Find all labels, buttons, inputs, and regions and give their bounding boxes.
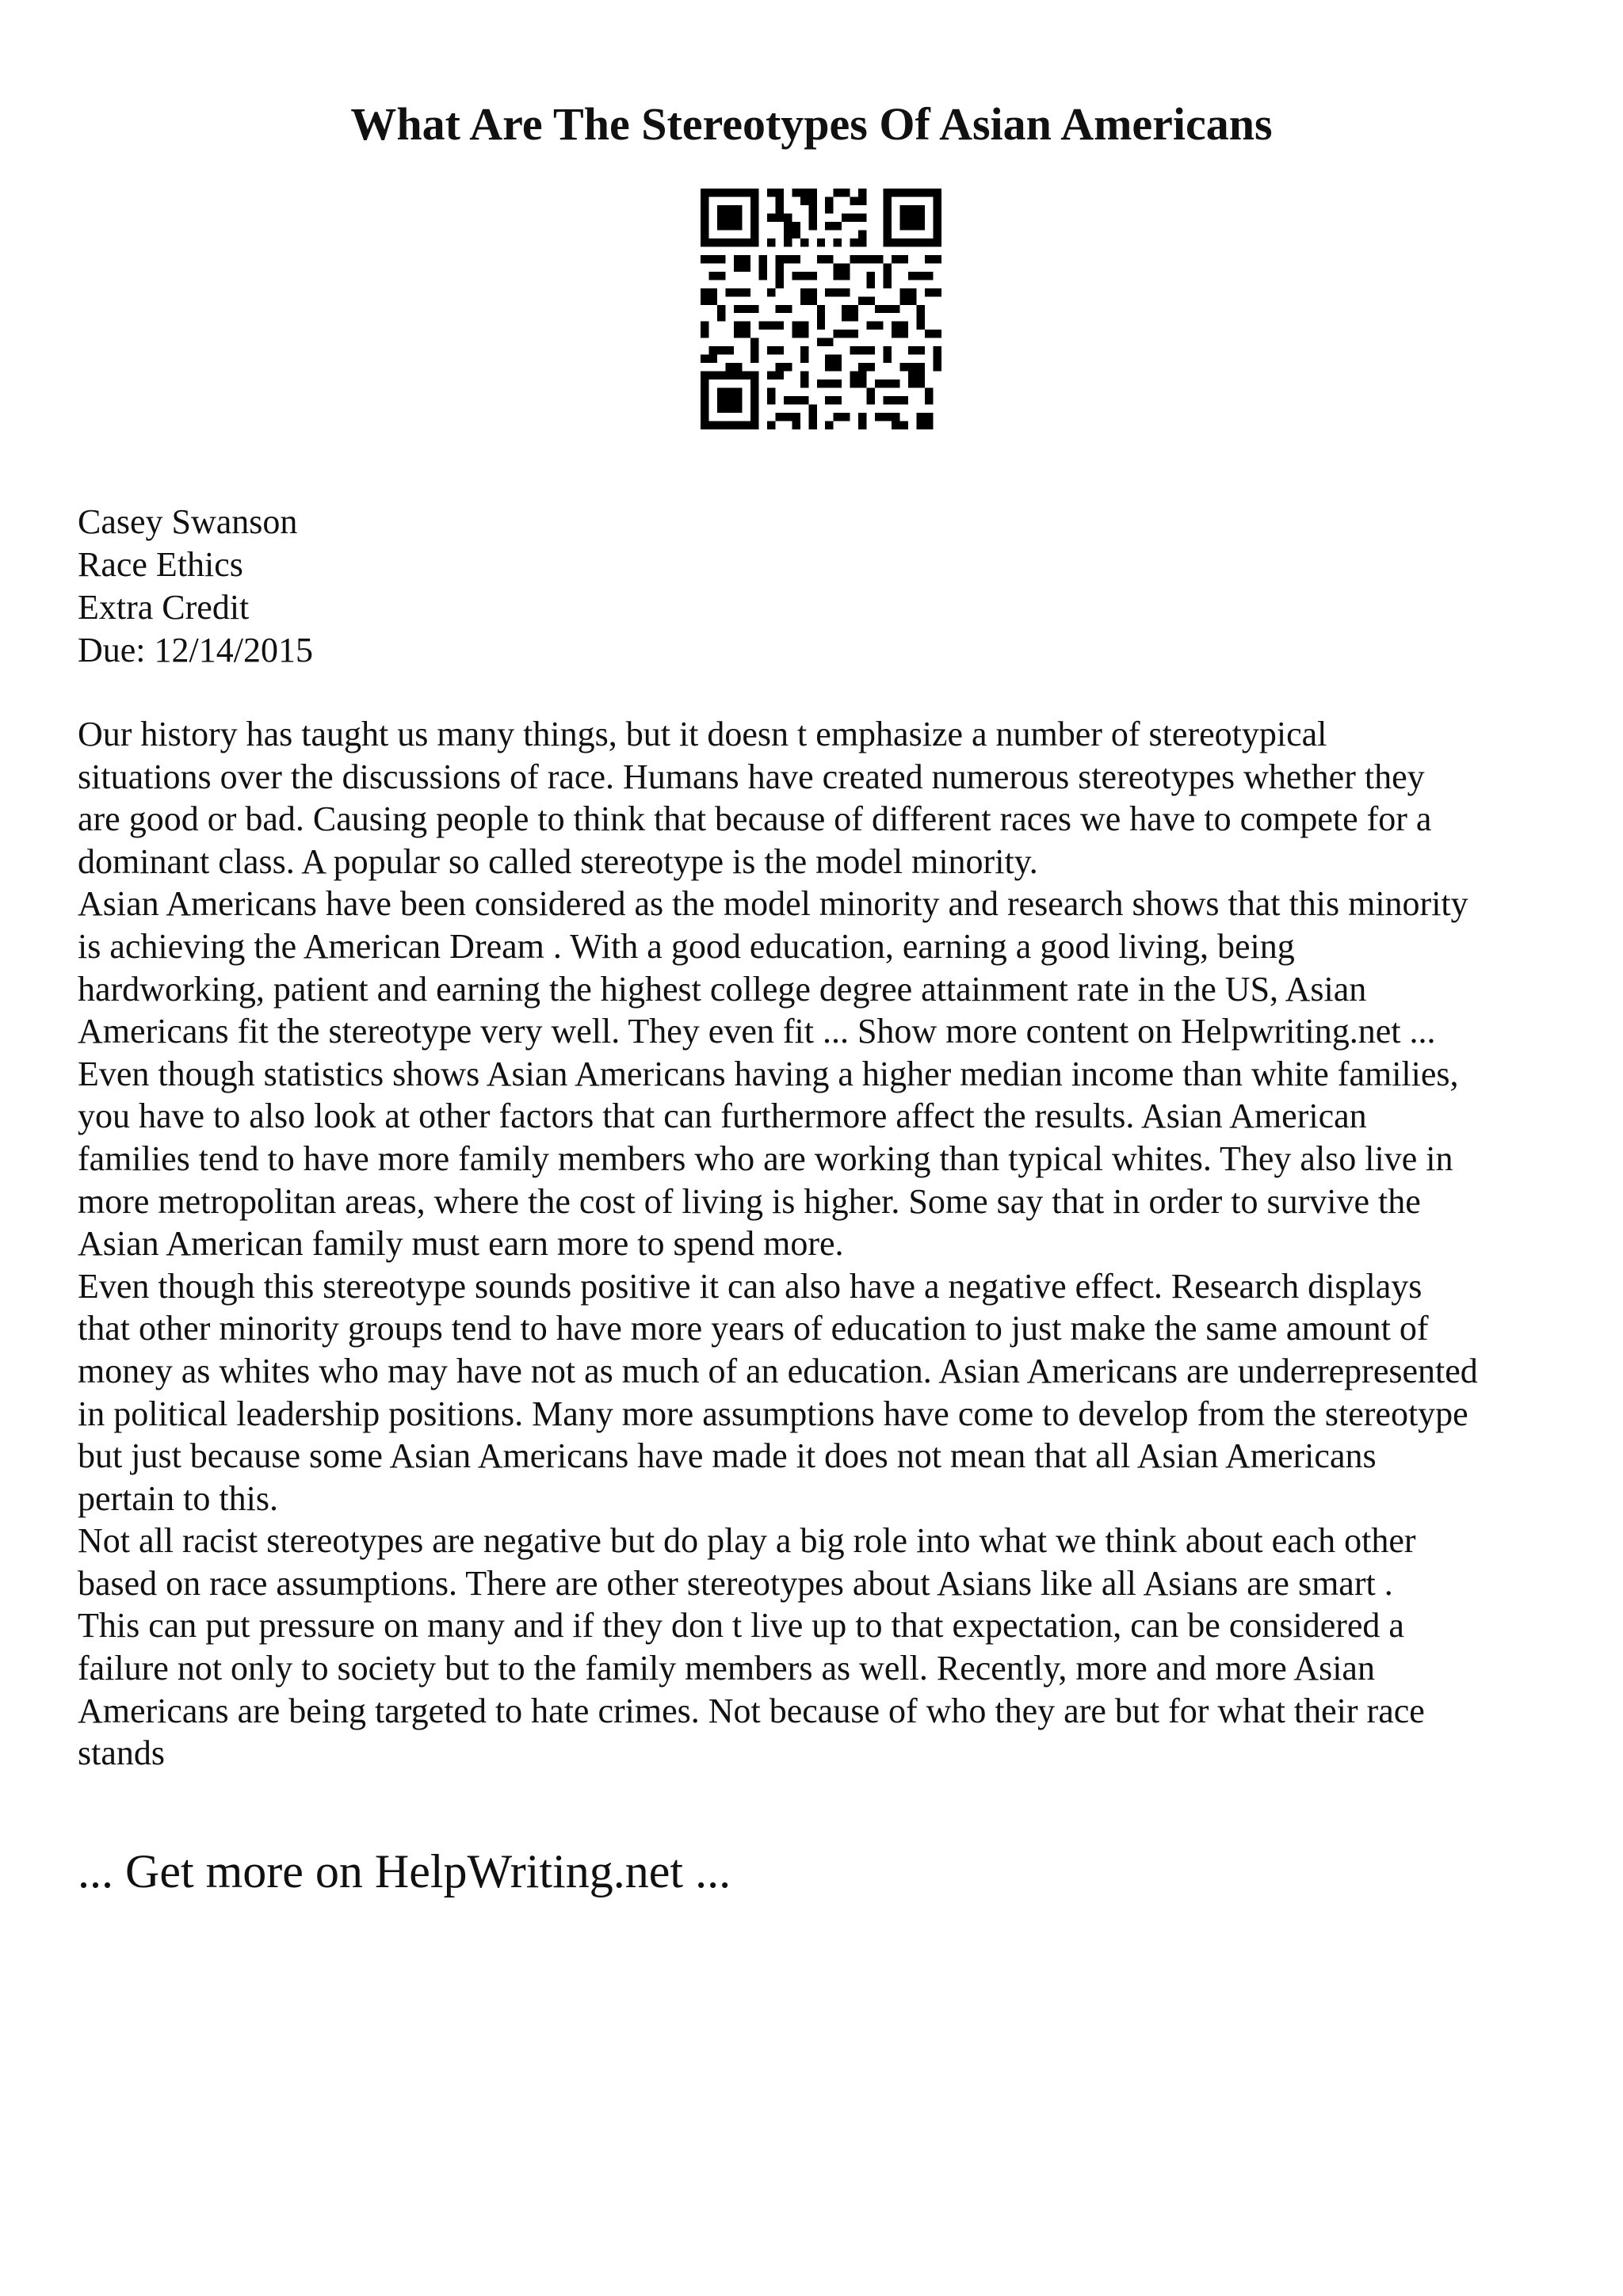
- paragraph-3: Even though this stereotype sounds positive it can also have a negative effect. Research displays that other minority groups tend to have more years of education to just make the same amount of money as whites who may have not as much of an education. Asian Americans are underrepresented in political leadership positions. Many more assumptions have come to develop from the stereotype but just because some Asian Americans have made it does not mean that all Asian Americans pertain to this.: [78, 1266, 1478, 1518]
- paragraph-2: Asian Americans have been considered as the model minority and research shows that this minority is achieving the American Dream . With a good education, earning a good living, being hardworking, patient and earning the highest college degree attainment rate in the US, Asian Americans fit the stereotype very well. They even fit ... Show more content on Helpwriting.net ... Even though statistics shows Asian Americans having a higher median income than white families, you have to also look at other factors that can furthermore affect the results. Asian American families tend to have more family members who are working than typical whites. They also live in more metropolitan areas, where the cost of living is higher. Some say that in order to survive the Asian American family must earn more to spend more.: [78, 884, 1468, 1264]
- due-date: Due: 12/14/2015: [78, 631, 313, 669]
- essay-body: [78, 713, 1583, 1775]
- document-title: What Are The Stereotypes Of Asian Americans: [350, 98, 1273, 150]
- author-header: [78, 501, 1425, 672]
- paragraph-1: Our history has taught us many things, but it doesn t emphasize a number of stereotypical situations over the discussions of race. Humans have created numerous stereotypes whether they are good or bad. Causing people to think that because of different races we have to compete for a dominant class. A popular so called stereotype is the model minority.: [78, 715, 1432, 881]
- course-name: Race Ethics: [78, 545, 243, 584]
- author-name: Casey Swanson: [78, 502, 298, 541]
- assignment-type: Extra Credit: [78, 588, 250, 627]
- footer-link[interactable]: ... Get more on HelpWriting.net ...: [78, 1845, 731, 1897]
- qr-code-icon: [701, 189, 941, 429]
- paragraph-4: Not all racist stereotypes are negative but do play a big role into what we think about each other based on race assumptions. There are other stereotypes about Asians like all Asians are smart . This can put pressure on many and if they don t live up to that expectation, can be considered a failure not only to society but to the family members as well. Recently, more and more Asian Americans are being targeted to hate crimes. Not because of who they are but for what their race stands: [78, 1521, 1425, 1773]
